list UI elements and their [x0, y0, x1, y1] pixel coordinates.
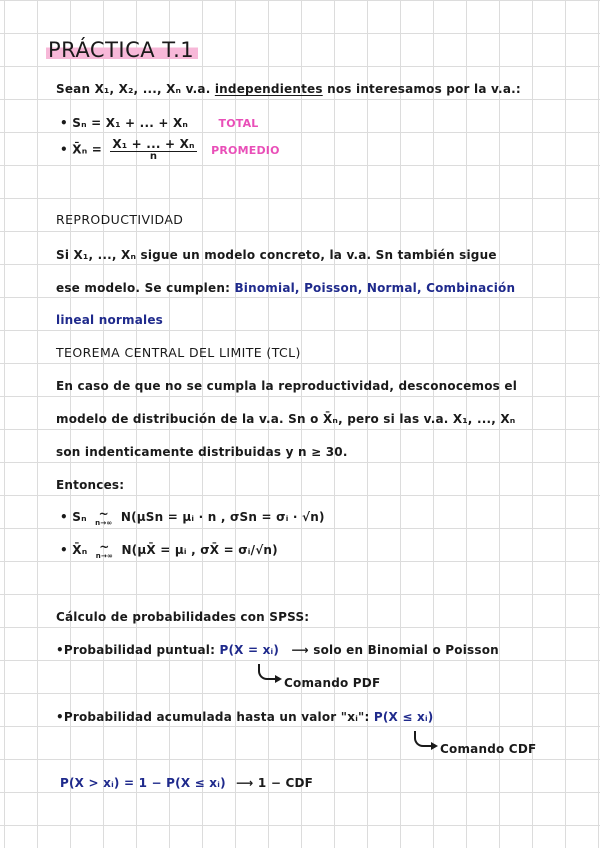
complement-line: P(X > xᵢ) = 1 − P(X ≤ xᵢ) ⟶ 1 − CDF [60, 776, 314, 790]
complement-formula: P(X > xᵢ) = 1 − P(X ≤ xᵢ) [60, 776, 226, 790]
hook-arrow-icon [414, 731, 432, 747]
hook-arrow-icon [258, 664, 276, 680]
mean-fraction: $\frac{\text{X₁ + ... + Xₙ}}{n}$ [112, 137, 195, 162]
title-highlight: PRÁCTICA T.1 [46, 38, 198, 62]
pdf-command: Comando PDF [284, 676, 381, 690]
independientes-underlined: independientes [214, 82, 323, 96]
puntual-line: •Probabilidad puntual: P(X = xᵢ) ⟶ solo en Binomial o Poisson [56, 643, 499, 657]
converges-symbol: ~ n→∞ [95, 507, 113, 527]
intro-vars: X₁, X₂, ..., Xₙ [94, 82, 182, 96]
tcl-heading: TEOREMA CENTRAL DEL LIMITE (TCL) [56, 345, 301, 360]
tcl-formula-mean: • X̄ₙ ~ n→∞ N(μX̄ = μᵢ , σX̄ = σᵢ/√n) [60, 540, 278, 560]
sn-definition: • Sₙ = X₁ + ... + Xₙ TOTAL [60, 116, 259, 130]
total-label: TOTAL [218, 117, 259, 130]
reproductividad-line-3: lineal normales [56, 313, 163, 327]
acumulada-formula: P(X ≤ xᵢ) [373, 710, 434, 724]
promedio-label: PROMEDIO [211, 143, 280, 157]
reproductividad-heading: REPRODUCTIVIDAD [56, 212, 184, 227]
converges-symbol: ~ n→∞ [95, 540, 114, 560]
acumulada-line: •Probabilidad acumulada hasta un valor "xᵢ": P(X ≤ xᵢ) [56, 710, 434, 724]
tcl-line-2: modelo de distribución de la v.a. Sn o X̄ₙ, pero si las v.a. X₁, ..., Xₙ [56, 412, 516, 426]
mean-definition: • X̄ₙ = $\frac{\text{X₁ + ... + Xₙ}}{n}$ PROMEDIO [60, 137, 280, 162]
spss-heading: Cálculo de probabilidades con SPSS: [56, 610, 310, 624]
tcl-line-1: En caso de que no se cumpla la reproductividad, desconocemos el [56, 379, 518, 393]
cdf-command: Comando CDF [440, 742, 537, 756]
reproductividad-line-2: ese modelo. Se cumplen: Binomial, Poisson, Normal, Combinación [56, 281, 516, 295]
models-list: Binomial, Poisson, Normal, Combinación [234, 281, 516, 295]
tcl-line-3: son indenticamente distribuidas y n ≥ 30. [56, 445, 348, 459]
entonces-label: Entonces: [56, 478, 125, 492]
intro-line: Sean X₁, X₂, ..., Xₙ v.a. independientes nos interesamos por la v.a.: [56, 82, 521, 96]
tcl-formula-sn: • Sₙ ~ n→∞ N(μSn = μᵢ · n , σSn = σᵢ · √n) [60, 507, 325, 527]
reproductividad-line-1: Si X₁, ..., Xₙ sigue un modelo concreto, la v.a. Sn también sigue [56, 248, 497, 262]
page-title [46, 38, 198, 62]
puntual-formula: P(X = xᵢ) [219, 643, 280, 657]
